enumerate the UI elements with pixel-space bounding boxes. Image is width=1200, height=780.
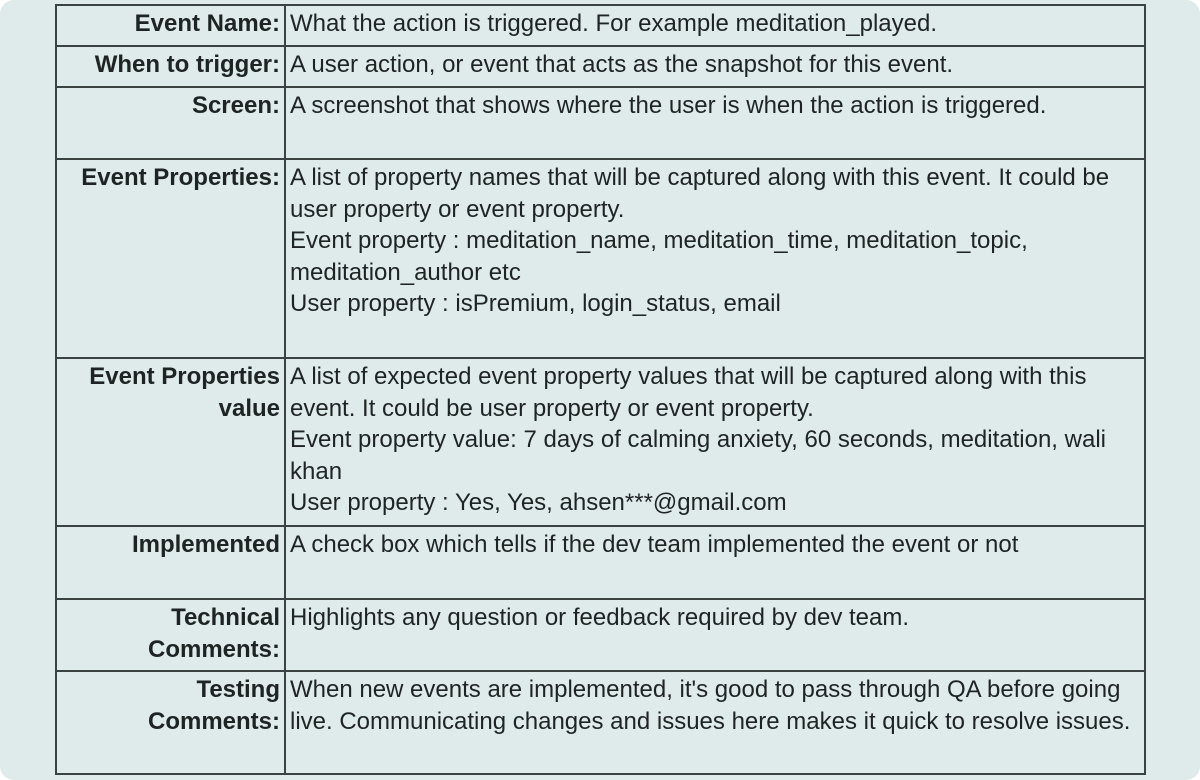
row-label: Testing Comments: bbox=[56, 671, 285, 774]
row-label: Screen: bbox=[56, 87, 285, 159]
row-label: When to trigger: bbox=[56, 46, 285, 87]
row-value: A list of property names that will be captured along with this event. It could be user property or event property. Event property : meditation_name, meditation_time, meditation_topic, meditation_author etc User property : isPremium, login_status, email bbox=[285, 159, 1145, 358]
row-value: A screenshot that shows where the user is when the action is triggered. bbox=[285, 87, 1145, 159]
row-label: Event Properties: bbox=[56, 159, 285, 358]
table-row bbox=[56, 5, 1145, 46]
row-value: Highlights any question or feedback required by dev team. bbox=[285, 599, 1145, 671]
row-label: Implemented bbox=[56, 526, 285, 599]
table-row bbox=[56, 46, 1145, 87]
row-label: Event Properties value bbox=[56, 358, 285, 526]
row-value: When new events are implemented, it's good to pass through QA before going live. Communicating changes and issues here makes it quick to resolve issues. bbox=[285, 671, 1145, 774]
event-spec-table bbox=[55, 4, 1146, 775]
table-row bbox=[56, 159, 1145, 358]
table-row bbox=[56, 671, 1145, 774]
table-row bbox=[56, 599, 1145, 671]
table-row bbox=[56, 358, 1145, 526]
row-value: What the action is triggered. For example meditation_played. bbox=[285, 5, 1145, 46]
row-label: Technical Comments: bbox=[56, 599, 285, 671]
table-row bbox=[56, 87, 1145, 159]
row-value: A check box which tells if the dev team implemented the event or not bbox=[285, 526, 1145, 599]
row-value: A user action, or event that acts as the snapshot for this event. bbox=[285, 46, 1145, 87]
row-label: Event Name: bbox=[56, 5, 285, 46]
table-row bbox=[56, 526, 1145, 599]
row-value: A list of expected event property values that will be captured along with this event. It could be user property or event property. Event property value: 7 days of calming anxiety, 60 seconds, meditation, wali khan User property : Yes, Yes, ahsen***@gmail.com bbox=[285, 358, 1145, 526]
